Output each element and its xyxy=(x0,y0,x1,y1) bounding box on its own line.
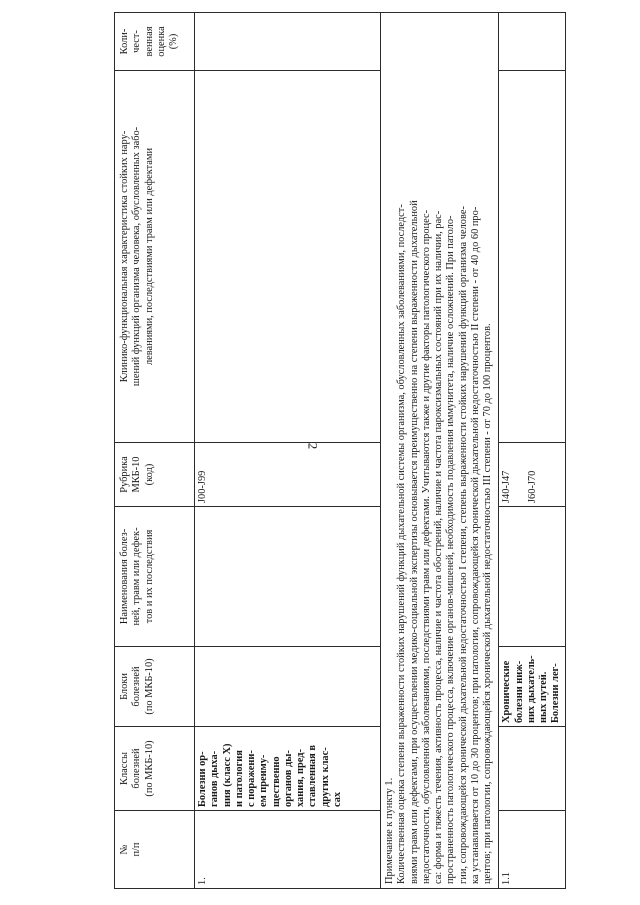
row-1-1-block: Хронические болезни ниж- них дыхатель- ных путей. Болезни лег- xyxy=(499,647,565,727)
header-disease-blocks: Блоки болезней (по МКБ-10) xyxy=(115,647,195,727)
row-1-1-rubric xyxy=(499,443,565,507)
row-1-1-clinical xyxy=(499,71,565,443)
table-header-row xyxy=(115,13,195,889)
row-1-clinical xyxy=(195,71,381,443)
header-disease-names: Наименования болез- ней, травм или дефек- тов и их последствия xyxy=(115,507,195,647)
row-1-rating xyxy=(195,13,381,71)
note-title: Примечание к пункту 1. xyxy=(384,777,395,884)
table-row-1 xyxy=(195,13,381,889)
row-1-1-disease-class xyxy=(499,727,565,811)
note-line: виями травм или дефектами, при осуществлении медико-социальной экспертизы основывается преимущественно на степени выраженности дыхательной xyxy=(408,200,420,884)
page-number: 2 xyxy=(305,442,321,450)
note-line: центов; при патологии, сопровождающейся хронической дыхательной недостаточностью III степени - от 70 до 100 процентов. xyxy=(482,323,494,884)
row-1-1-number: 1.1 xyxy=(499,811,565,889)
mkb-table xyxy=(114,12,566,889)
header-number: № п/п xyxy=(115,811,195,889)
note-line: недостаточности, обусловленной заболеваниями, последствиями травм или дефектами. Учитываются также и другие факторы патологического процес- xyxy=(420,209,432,884)
header-rubric-code: Рубрика МКБ-10 (код) xyxy=(115,443,195,507)
header-clinical-characteristic: Клинико-функциональная характеристика стойких нару- шений функций организма человека, обусловленных забо- леваниями, последствиями травм или дефектами xyxy=(115,71,195,443)
row-1-block xyxy=(195,647,381,727)
note-line: са: форма и тяжесть течения, активность процесса, наличие и частота обострений, наличие и частота пароксизмальных состояний при их наличии, рас- xyxy=(433,210,445,884)
note-to-item-1 xyxy=(381,13,499,889)
note-line: гии, сопровождающейся хронической дыхательной недостаточностью I степени, степень выраженности стойких нарушений функций организма челове- xyxy=(457,206,469,884)
rubric-code-b: J60-J70 xyxy=(527,470,539,503)
header-quantitative-rating: Коли- чест- венная оценка (%) xyxy=(115,13,195,71)
table-row-1-1 xyxy=(499,13,565,889)
note-row xyxy=(381,13,499,889)
note-line: ка устанавливается от 10 до 30 процентов; при патологии, сопровождающейся хронической дыхательной недостаточностью II степени - от 40 до 60 про- xyxy=(469,206,481,884)
row-1-1-name xyxy=(499,507,565,647)
disability-classification-table xyxy=(114,13,562,889)
row-1-rubric: J00-J99 xyxy=(195,443,381,507)
header-disease-classes: Классы болезней (по МКБ-10) xyxy=(115,727,195,811)
note-line: Количественная оценка степени выраженности стойких нарушений функций дыхательной системы организма, обусловленных заболеваниями, последст- xyxy=(396,204,408,884)
note-line: пространенность патологического процесса, включение органов-мишеней, необходимость подавления иммунитета, наличие осложнений. При патоло- xyxy=(445,215,457,884)
row-1-number: 1. xyxy=(195,811,381,889)
row-1-name xyxy=(195,507,381,647)
rubric-code-a: J40-J47 xyxy=(501,470,513,503)
row-1-disease-class: Болезни ор- ганов дыха- ния (класс X) и патология с поражени- ем преиму- щественно органов ды- хания, пред- ставленная в других клас- сах xyxy=(195,727,381,811)
row-1-1-rating xyxy=(499,13,565,71)
